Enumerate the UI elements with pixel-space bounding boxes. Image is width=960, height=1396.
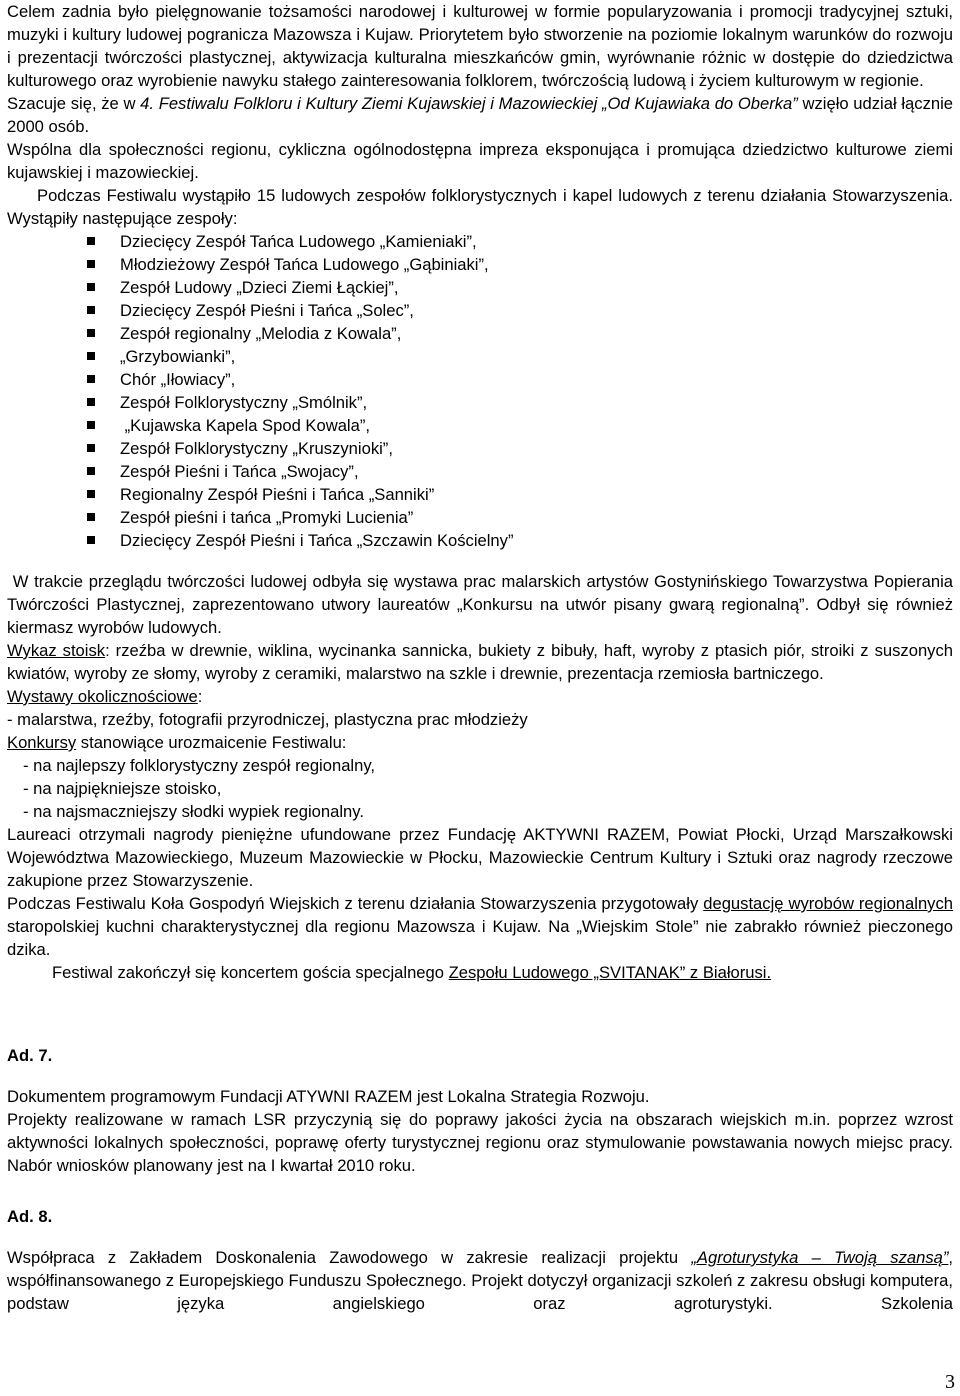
square-bullet-icon (87, 237, 95, 245)
square-bullet-icon (87, 421, 95, 429)
guest-ensemble: Zespołu Ludowego „SVITANAK” z Białorusi. (448, 963, 772, 982)
square-bullet-icon (87, 398, 95, 406)
list-item: Zespół pieśni i tańca „Promyki Lucienia” (87, 506, 953, 529)
paragraph-ad7-projects: Projekty realizowane w ramach LSR przyczynią się do poprawy jakości życia na obszarach wiejskich m.in. poprzez wzrost aktywności lokalnych społeczności, poprawę oferty turystycznej regionu oraz stymulowanie powstawania nowych miejsc pracy. Nabór wniosków planowany jest na I kwartał 2010 roku. (7, 1110, 953, 1175)
project-title: „Agroturystyka – Twoją szansą” (691, 1248, 949, 1267)
list-item: Chór „Iłowiacy”, (87, 368, 953, 391)
paragraph-prizes: Laureaci otrzymali nagrody pieniężne ufundowane przez Fundację AKTYWNI RAZEM, Powiat Płocki, Urząd Marszałkowski Województwa Mazowieckiego, Muzeum Mazowieckie w Płocku, Mazowieckie Centrum Kultury i Sztuki oraz nagrody rzeczowe zakupione przez Stowarzyszenie. (7, 825, 953, 890)
list-item: „Grzybowianki”, (87, 345, 953, 368)
paragraph-exhibition: W trakcie przeglądu twórczości ludowej odbyła się wystawa prac malarskich artystów Gostynińskiego Towarzystwa Popierania Twórczości Plastycznej, zaprezentowano utwory laureatów „Konkursu na utwór pisany gwarą regionalną”. Odbył się również kiermasz wyrobów ludowych. (7, 572, 958, 637)
square-bullet-icon (87, 260, 95, 268)
list-item: Zespół Pieśni i Tańca „Swojacy”, (87, 460, 953, 483)
page-number: 3 (945, 1371, 955, 1393)
list-item: - na najlepszy folklorystyczny zespół regionalny, (23, 756, 376, 775)
attendance-count: wzięło udział łącznie 2000 osób. (7, 94, 954, 136)
paragraph-attendance (7, 92, 953, 138)
list-item: Zespół regionalny „Melodia z Kowala”, (87, 322, 953, 345)
paragraph-stalls (7, 639, 953, 685)
square-bullet-icon (87, 444, 95, 452)
attendance-text: Szacuje się, że w (7, 94, 141, 113)
list-item: Zespół Folklorystyczny „Smólnik”, (87, 391, 953, 414)
exhibitions-label: Wystawy okolicznościowe (7, 687, 198, 706)
paragraph-tasting: Podczas Festiwalu Koła Gospodyń Wiejskich z terenu działania Stowarzyszenia przygotowały degustację wyrobów regionalnych staropolskiej kuchni charakterystycznej dla regionu Mazowsza i Kujaw. Na „Wiejskim Stole” nie zabrakło również pieczonego dzika. (7, 894, 954, 959)
contest-list (7, 754, 953, 823)
paragraph-common-event: Wspólna dla społeczności regionu, cykliczna ogólnodostępna impreza eksponująca i promująca dziedzictwo kulturowe ziemi kujawskiej i mazowieckiej. (7, 140, 953, 182)
festival-name: 4. Festiwalu Folkloru i Kultury Ziemi Kujawskiej i Mazowieckiej „Od Kujawiaka do Oberka” (140, 94, 798, 113)
square-bullet-icon (87, 329, 95, 337)
square-bullet-icon (87, 283, 95, 291)
list-item: Zespół Ludowy „Dzieci Ziemi Łąckiej”, (87, 276, 953, 299)
stalls-label: Wykaz stoisk (7, 641, 106, 660)
paragraph-goals: Celem zadnia było pielęgnowanie tożsamości narodowej i kulturowej w formie popularyzowania i promocji tradycyjnej sztuki, muzyki i kultury ludowej pogranicza Mazowsza i Kujaw. Priorytetem było stworzenie na poziomie lokalnym warunków do rozwoju i prezentacji twórczości plastycznej, aktywizacja kulturalna mieszkańców gmin, wyrównanie różnic w dostępie do dziedzictwa kulturowego oraz wyrobienie nawyku stałego zainteresowania folklorem, twórczością ludową i życiem kulturowym w regionie. (7, 2, 953, 90)
paragraph-ad7-strategy: Dokumentem programowym Fundacji ATYWNI RAZEM jest Lokalna Strategia Rozwoju. (7, 1087, 650, 1106)
square-bullet-icon (87, 490, 95, 498)
list-item: „Kujawska Kapela Spod Kowala”, (87, 414, 953, 437)
square-bullet-icon (87, 306, 95, 314)
list-item: Dziecięcy Zespół Pieśni i Tańca „Solec”, (87, 299, 953, 322)
contests-label: Konkursy (7, 733, 77, 752)
paragraph-exhibitions-label: Wystawy okolicznościowe: (7, 687, 203, 706)
stalls-text: : rzeźba w drewnie, wiklina, wycinanka sannicka, bukiety z bibuły, haft, wyroby z ptasich piór, stroiki z suszonych kwiatów, wyroby ze słomy, wyroby z ceramiki, malarstwo na szkle i drewnie, prezentacja rzemiosła bartniczego. (7, 641, 953, 683)
paragraph-closing-concert: Festiwal zakończył się koncertem gościa specjalnego Zespołu Ludowego „SVITANAK” z Białorusi. (52, 963, 772, 982)
paragraph-contests-label: Konkursy stanowiące urozmaicenie Festiwalu: (7, 733, 347, 752)
list-item: - na najpiękniejsze stoisko, (23, 779, 222, 798)
square-bullet-icon (87, 352, 95, 360)
square-bullet-icon (87, 513, 95, 521)
ensemble-list (7, 230, 953, 552)
list-item: Dziecięcy Zespół Pieśni i Tańca „Szczawin Kościelny” (87, 529, 953, 552)
square-bullet-icon (87, 536, 95, 544)
list-item: Regionalny Zespół Pieśni i Tańca „Sanniki” (87, 483, 953, 506)
list-item: Młodzieżowy Zespół Tańca Ludowego „Gąbiniaki”, (87, 253, 953, 276)
list-item: Dziecięcy Zespół Tańca Ludowego „Kamieniaki”, (87, 230, 953, 253)
paragraph-ensembles-intro: Podczas Festiwalu wystąpiło 15 ludowych zespołów folklorystycznych i kapel ludowych z terenu działania Stowarzyszenia. Wystąpiły następujące zespoły: (7, 186, 953, 228)
paragraph-ad8-cooperation: Współpraca z Zakładem Doskonalenia Zawodowego w zakresie realizacji projektu „Agroturystyka – Twoją szansą”, współfinansowanego z Europejskiego Funduszu Społecznego. Projekt dotyczył organizacji szkoleń z zakresu obsługi komputera, podstaw języka angielskiego oraz agroturystyki. Szkolenia (7, 1248, 953, 1313)
list-item: Zespół Folklorystyczny „Kruszynioki”, (87, 437, 953, 460)
document-page (7, 0, 958, 1315)
heading-ad7: Ad. 7. (7, 1046, 53, 1065)
square-bullet-icon (87, 467, 95, 475)
tasting-link-text: degustację wyrobów regionalnych (703, 894, 954, 913)
square-bullet-icon (87, 375, 95, 383)
list-item: - na najsmaczniejszy słodki wypiek regionalny. (23, 802, 364, 821)
heading-ad8: Ad. 8. (7, 1207, 53, 1226)
paragraph-exhibitions-list: - malarstwa, rzeźby, fotografii przyrodniczej, plastyczna prac młodzieży (7, 710, 528, 729)
